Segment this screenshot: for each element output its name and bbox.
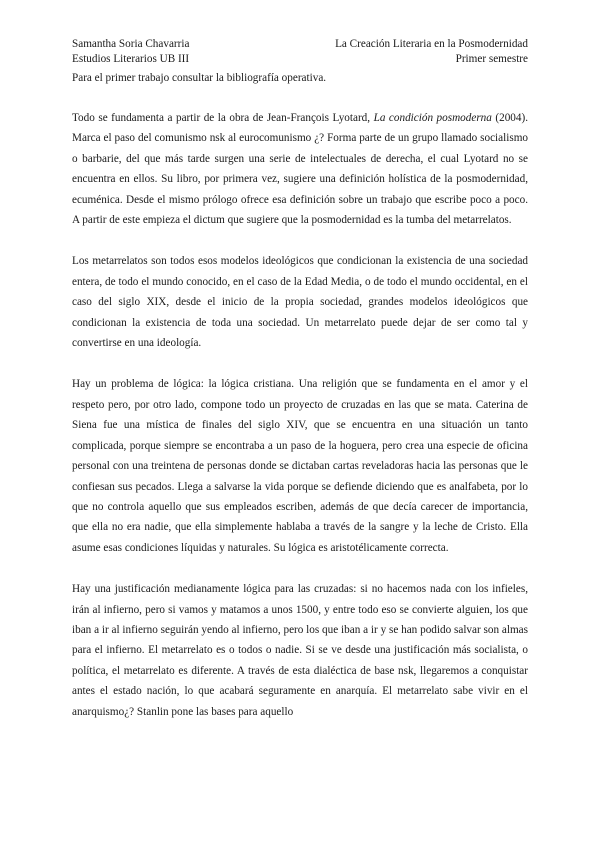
book-title: La condición posmoderna — [373, 112, 492, 124]
program-name: Estudios Literarios UB III — [72, 53, 190, 65]
page-header-row-2 — [72, 53, 528, 66]
paragraph-2: Los metarrelatos son todos esos modelos ideológicos que condicionan la existencia de una sociedad entera, de todo el mundo conocido, en el caso de la Edad Media, o de todo el mundo occidental, en el caso del siglo XIX, desde el inicio de la propia sociedad, grandes modelos ideológicos que condicionan la existencia de toda una sociedad. Un metarrelato puede dejar de ser como tal y convertirse en una ideología. — [72, 255, 528, 350]
paragraph-1-rest: (2004). Marca el paso del comunismo nsk al eurocomunismo ¿? Forma parte de un grupo llamado socialismo o barbarie, del que más tarde surgen una serie de intelectuales de derecha, el cual Lyotard no se encuentra en ellos. Su libro, por primera vez, sugiere una definición holística de la posmodernidad, ecuménica. Desde el mismo prólogo ofrece esa definición sobre un trabajo que escribe poco a poco. A partir de este empieza el dictum que sugiere que la posmodernidad es la tumba del metarrelatos. — [72, 112, 529, 227]
document-body — [72, 108, 528, 743]
semester-label: Primer semestre — [455, 53, 528, 65]
page-header-row-1 — [72, 38, 528, 51]
paragraph-1-start: Todo se fundamenta a partir de la obra de Jean-François Lyotard, — [72, 112, 374, 124]
intro-note: Para el primer trabajo consultar la bibliografía operativa. — [72, 72, 327, 84]
paragraph-3: Hay un problema de lógica: la lógica cristiana. Una religión que se fundamenta en el amor y el respeto pero, por otro lado, compone todo un proyecto de cruzadas en las que se mata. Caterina de Siena fue una mística de finales del siglo XIV, que se encuentra en una situación un tanto complicada, porque siempre se encontraba a un paso de la hoguera, pero crea una especie de oficina personal con una treintena de personas donde se dictaban cartas reveladoras hacia las personas que le confiesan sus pecados. Llega a salvarse la vida porque se defiende diciendo que es analfabeta, por lo que no controla aquello que sus empleados escriben, además de que decía carecer de importancia, que ella no era nadie, que ella simplemente hablaba a través de la sangre y la leche de Cristo. Ella asume esas condiciones líquidas y naturales. Su lógica es aristotélicamente correcta. — [72, 378, 528, 554]
paragraph-1 — [72, 108, 528, 230]
paragraph-4: Hay una justificación medianamente lógica para las cruzadas: si no hacemos nada con los infieles, irán al infierno, pero si vamos y matamos a unos 1500, y entre todo eso se convierte alguien, los que iban a ir al infierno seguirán yendo al infierno, pero los que iban a ir y se han podido salvar son almas para el infierno. El metarrelato es o todos o nadie. Si se ve desde una justificación más socialista, o política, el metarrelato es diferente. A través de esta dialéctica de base nsk, llegaremos a conquistar antes el estado nación, lo que acabará seguramente en anarquía. El metarrelato sabe vivir en el anarquismo¿? Stanlin pone las bases para aquello — [72, 583, 528, 718]
author-name: Samantha Soria Chavarria — [72, 38, 190, 50]
course-title: La Creación Literaria en la Posmodernidad — [335, 38, 528, 50]
